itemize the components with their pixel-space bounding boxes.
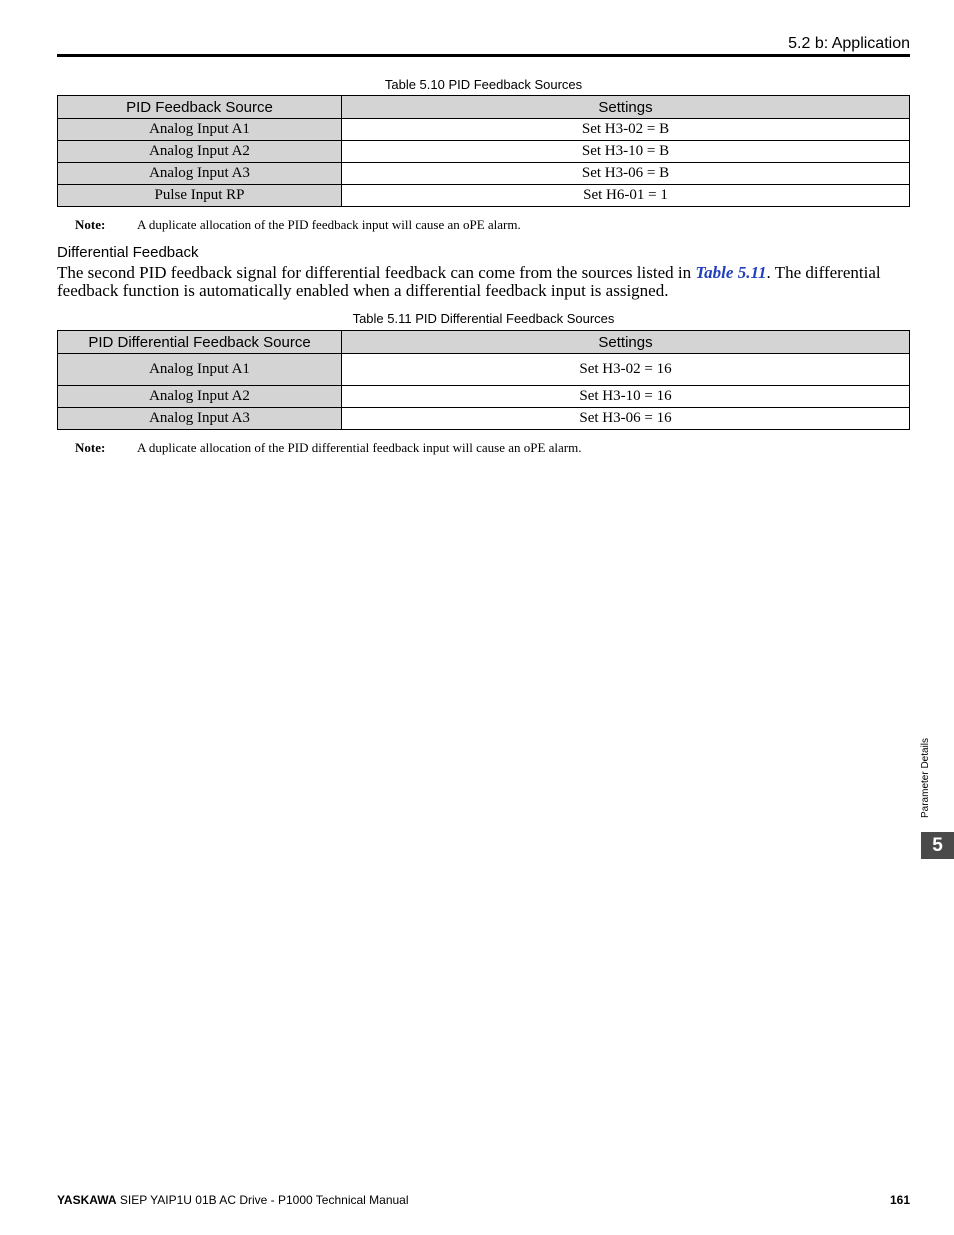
chapter-tab: [921, 832, 954, 859]
page-number: 161: [889, 1193, 910, 1207]
paragraph-text-start: The second PID feedback signal for differential feedback can come from the sources listed in: [57, 263, 696, 282]
source-cell: Analog Input A2: [58, 386, 342, 408]
table-row: [58, 408, 910, 430]
table-header-row: [58, 96, 910, 119]
note-label: Note:: [75, 217, 106, 232]
section-title: 5.2 b: Application: [788, 35, 910, 52]
side-section-label: Parameter Details: [920, 737, 931, 818]
header-rule: [57, 54, 910, 57]
manual-name: SIEP YAIP1U 01B AC Drive - P1000 Technical Manual: [116, 1193, 409, 1207]
pid-feedback-sources-table: [57, 95, 910, 207]
setting-cell: Set H3-02 = 16: [342, 354, 910, 386]
setting-cell: Set H6-01 = 1: [342, 185, 910, 207]
setting-cell: Set H3-06 = 16: [342, 408, 910, 430]
setting-cell: Set H3-10 = 16: [342, 386, 910, 408]
table-5-11-caption: Table 5.11 PID Differential Feedback Sources: [352, 311, 615, 326]
source-cell: Analog Input A1: [58, 354, 342, 386]
table-5-11-link[interactable]: Table 5.11: [695, 263, 767, 282]
column-header-settings: Settings: [342, 96, 910, 119]
source-cell: Pulse Input RP: [58, 185, 342, 207]
column-header-source: PID Feedback Source: [58, 96, 342, 119]
note-2: [75, 440, 582, 456]
footer-manual-title: [57, 1193, 409, 1207]
table-row: [58, 185, 910, 207]
source-cell: Analog Input A1: [58, 119, 342, 141]
differential-feedback-paragraph: [57, 264, 910, 300]
note-label: Note:: [75, 440, 106, 455]
source-cell: Analog Input A3: [58, 408, 342, 430]
source-cell: Analog Input A2: [58, 141, 342, 163]
setting-cell: Set H3-02 = B: [342, 119, 910, 141]
differential-feedback-heading: Differential Feedback: [57, 244, 199, 261]
note-text: A duplicate allocation of the PID differential feedback input will cause an oPE alarm.: [137, 440, 582, 455]
table-row: [58, 354, 910, 386]
brand-name: YASKAWA: [57, 1193, 117, 1207]
table-5-10-caption: Table 5.10 PID Feedback Sources: [384, 77, 583, 92]
table-header-row: [58, 331, 910, 354]
chapter-number: 5: [932, 834, 943, 856]
table-row: [58, 163, 910, 185]
table-row: [58, 119, 910, 141]
note-1: [75, 217, 521, 233]
column-header-source: PID Differential Feedback Source: [58, 331, 342, 354]
paragraph-text-end: . The differential feedback function is automatically enabled when a differential feedback input is assigned.: [57, 263, 881, 300]
column-header-settings: Settings: [342, 331, 910, 354]
source-cell: Analog Input A3: [58, 163, 342, 185]
note-text: A duplicate allocation of the PID feedback input will cause an oPE alarm.: [137, 217, 521, 232]
table-row: [58, 141, 910, 163]
pid-differential-feedback-sources-table: [57, 330, 910, 430]
table-row: [58, 386, 910, 408]
setting-cell: Set H3-10 = B: [342, 141, 910, 163]
setting-cell: Set H3-06 = B: [342, 163, 910, 185]
